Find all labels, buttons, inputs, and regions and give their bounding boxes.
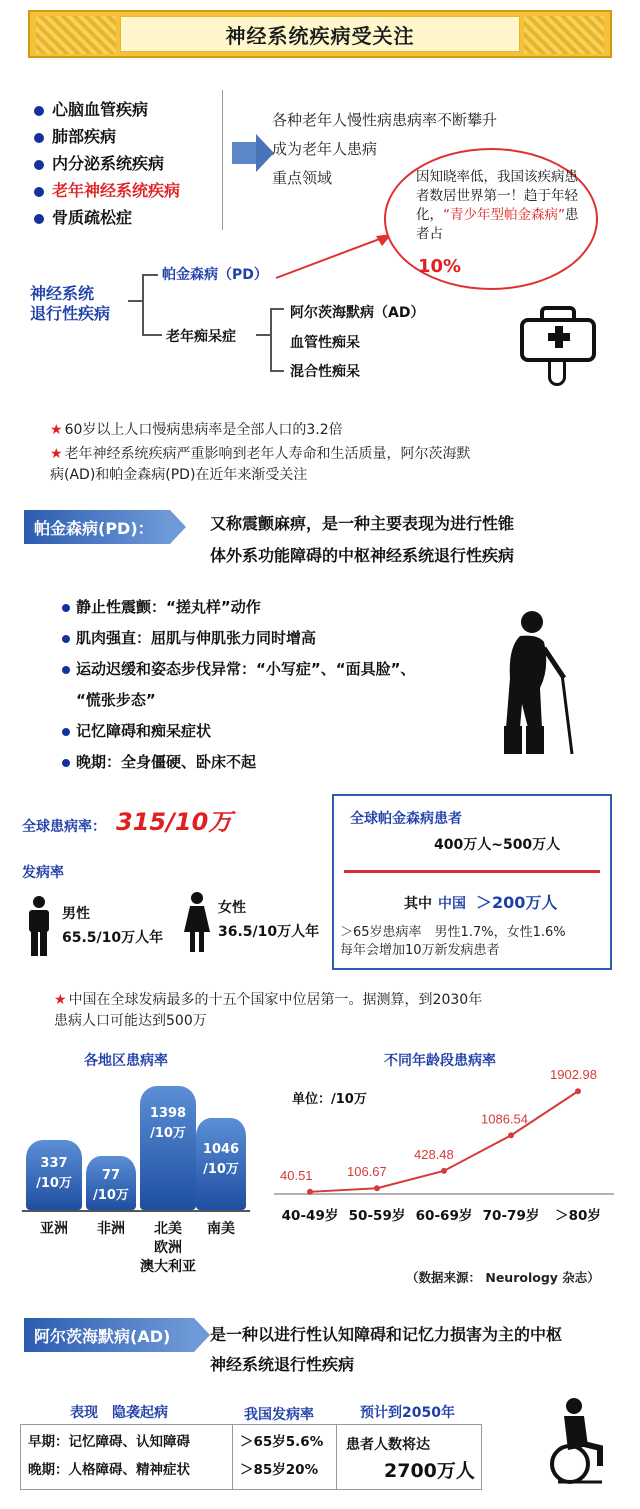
- list-item: 内分泌系统疾病: [34, 150, 180, 177]
- bullet-icon: [34, 133, 44, 143]
- callout-percent: 10%: [418, 256, 462, 277]
- divider: [344, 870, 600, 873]
- pd-section-tab: 帕金森病(PD)：: [24, 510, 170, 544]
- star-icon: ★: [54, 992, 67, 1008]
- list-item: 运动迟缓和姿态步伐异常：“小写症”、“面具脸”、: [62, 654, 415, 685]
- callout-arrow-icon: [270, 226, 400, 286]
- data-label: 106.67: [347, 1164, 387, 1180]
- star-icon: ★: [50, 422, 63, 438]
- trend-text: 各种老年人慢性病患病率不断攀升 成为老年人患病 重点领域: [272, 111, 498, 187]
- bullet-icon: [62, 759, 70, 767]
- fact-item: ★ 老年神经系统疾病严重影响到老年人寿命和生活质量，阿尔茨海默 病(AD)和帕金森病(PD)在近年来渐受关注: [50, 446, 471, 483]
- tick-label: 60-69岁: [415, 1208, 473, 1224]
- age-line-chart: [270, 1056, 620, 1226]
- fact-item: ★ 中国在全球发病最多的十五个国家中位居第一。据测算，到2030年 患病人口可能达到500万: [54, 992, 483, 1029]
- tree-line: [256, 334, 270, 336]
- ad-description: 是一种以进行性认知障碍和记忆力损害为主的中枢 神经系统退行性疾病: [210, 1325, 563, 1374]
- female-incidence: 女性 36.5/10万人年: [218, 900, 320, 940]
- data-point: [441, 1168, 447, 1174]
- medical-cross-icon: [548, 326, 570, 348]
- table-cell: ＞65岁5.6% ＞85岁20%: [240, 1434, 324, 1478]
- region-bar-asia: 337 /10万: [26, 1140, 82, 1210]
- male-icon: [26, 896, 52, 956]
- page-title: 神经系统疾病受关注: [120, 16, 520, 52]
- global-patients-range: 400万人~500万人: [434, 837, 561, 853]
- global-patients-note: ＞65岁患病率 男性1.7%，女性1.6% 每年会增加10万新发病患者: [340, 925, 566, 958]
- tree-node-ad: 阿尔茨海默病（AD）: [290, 305, 425, 321]
- bullet-icon: [34, 106, 44, 116]
- region-chart-title: 各地区患病率: [84, 1053, 168, 1069]
- list-item: 记忆障碍和痴呆症状: [62, 716, 415, 747]
- ad-section-tab: 阿尔茨海默病(AD): [24, 1318, 194, 1352]
- list-item-highlight: 老年神经系统疾病: [34, 177, 180, 204]
- bullet-icon: [62, 604, 70, 612]
- table-header: 表现 隐袭起病: [70, 1405, 168, 1421]
- right-arrow-icon: [232, 142, 258, 164]
- region-bar-samerica: 1046 /10万: [196, 1118, 246, 1210]
- data-point: [508, 1132, 514, 1138]
- bullet-icon: [62, 728, 70, 736]
- region-label: 北美 欧洲 澳大利亚: [140, 1221, 196, 1275]
- tick-label: 70-79岁: [482, 1208, 540, 1224]
- tree-node-vascular: 血管性痴呆: [290, 335, 360, 351]
- male-incidence: 男性 65.5/10万人年: [62, 906, 164, 946]
- data-label: 428.48: [414, 1146, 454, 1162]
- pd-symptom-list: [62, 592, 415, 778]
- age-chart-title: 不同年龄段患病率: [384, 1053, 496, 1069]
- china-patients: 其中 中国 ＞200万人: [404, 893, 558, 912]
- pd-description: 又称震颤麻痹，是一种主要表现为进行性锥 体外系功能障碍的中枢神经系统退行性疾病: [210, 514, 515, 565]
- bullet-icon: [34, 160, 44, 170]
- stethoscope-icon: [548, 360, 566, 386]
- tree-line: [270, 308, 272, 372]
- region-label: 亚洲: [40, 1221, 68, 1237]
- region-bar-namerica: 1398 /10万: [140, 1086, 196, 1210]
- age-chart-unit: 单位：/10万: [292, 1092, 367, 1107]
- bullet-icon: [34, 214, 44, 224]
- forecast-value: 2700万人: [384, 1460, 475, 1482]
- data-label: 1086.54: [481, 1111, 528, 1127]
- title-banner: [28, 10, 612, 58]
- elderly-person-icon: [498, 608, 578, 758]
- wheelchair-icon: [544, 1396, 608, 1486]
- callout-text: 因知晓率低，我国该疾病患者数居世界第一！趋于年轻化，“青少年型帕金森病”患者占: [416, 169, 579, 242]
- list-item: 骨质疏松症: [34, 204, 180, 231]
- data-point: [575, 1088, 581, 1094]
- list-item: 晚期：全身僵硬、卧床不起: [62, 747, 415, 778]
- data-point: [307, 1189, 313, 1195]
- data-source: （数据来源： Neurology 杂志）: [406, 1270, 600, 1285]
- region-bar-africa: 77 /10万: [86, 1156, 136, 1210]
- tree-node-pd: 帕金森病（PD）: [162, 267, 268, 283]
- list-item: 心脑血管疾病: [34, 96, 180, 123]
- global-prevalence-label: 全球患病率：: [22, 819, 106, 835]
- tree-line: [128, 300, 142, 302]
- female-icon: [184, 892, 210, 952]
- table-header: 我国发病率: [244, 1407, 314, 1423]
- list-item: 肌肉强直：屈肌与伸肌张力同时增高: [62, 623, 415, 654]
- tick-label: ＞80岁: [555, 1208, 601, 1224]
- tree-line: [142, 274, 144, 336]
- bullet-icon: [62, 666, 70, 674]
- table-divider: [232, 1424, 233, 1490]
- tree-node-dementia: 老年痴呆症: [166, 329, 236, 345]
- bullet-icon: [62, 635, 70, 643]
- data-point: [374, 1185, 380, 1191]
- list-item: 肺部疾病: [34, 123, 180, 150]
- list-item: 静止性震颤：“搓丸样”动作: [62, 592, 415, 623]
- tree-node-mixed: 混合性痴呆: [290, 364, 360, 380]
- table-header: 预计到2050年: [360, 1405, 455, 1421]
- list-item: “慌张步态”: [76, 691, 156, 709]
- tree-line: [270, 370, 284, 372]
- incidence-label: 发病率: [22, 865, 64, 881]
- tick-label: 40-49岁: [281, 1208, 339, 1224]
- tree-root-label: 神经系统 退行性疾病: [30, 284, 111, 323]
- region-label: 非洲: [97, 1221, 125, 1237]
- table-divider: [336, 1424, 337, 1490]
- tree-line: [270, 308, 284, 310]
- divider: [222, 90, 223, 230]
- banner-decoration-right: [524, 16, 604, 54]
- chart-baseline: [22, 1210, 250, 1212]
- data-label: 1902.98: [550, 1067, 597, 1083]
- table-cell: 早期：记忆障碍、认知障碍 晚期：人格障碍、精神症状: [28, 1434, 190, 1478]
- global-patients-title: 全球帕金森病患者: [350, 811, 462, 827]
- star-icon: ★: [50, 446, 63, 462]
- tick-label: 50-59岁: [348, 1208, 406, 1224]
- fact-item: ★ 60岁以上人口慢病患病率是全部人口的3.2倍: [50, 422, 343, 438]
- disease-list: [34, 96, 180, 231]
- region-label: 南美: [207, 1221, 235, 1237]
- data-label: 40.51: [280, 1167, 313, 1183]
- tree-line: [142, 274, 158, 276]
- global-prevalence-value: 315/10万: [116, 808, 233, 836]
- banner-decoration-left: [36, 16, 116, 54]
- tree-line: [142, 334, 162, 336]
- forecast-label: 患者人数将达: [346, 1437, 430, 1453]
- bullet-icon: [34, 187, 44, 197]
